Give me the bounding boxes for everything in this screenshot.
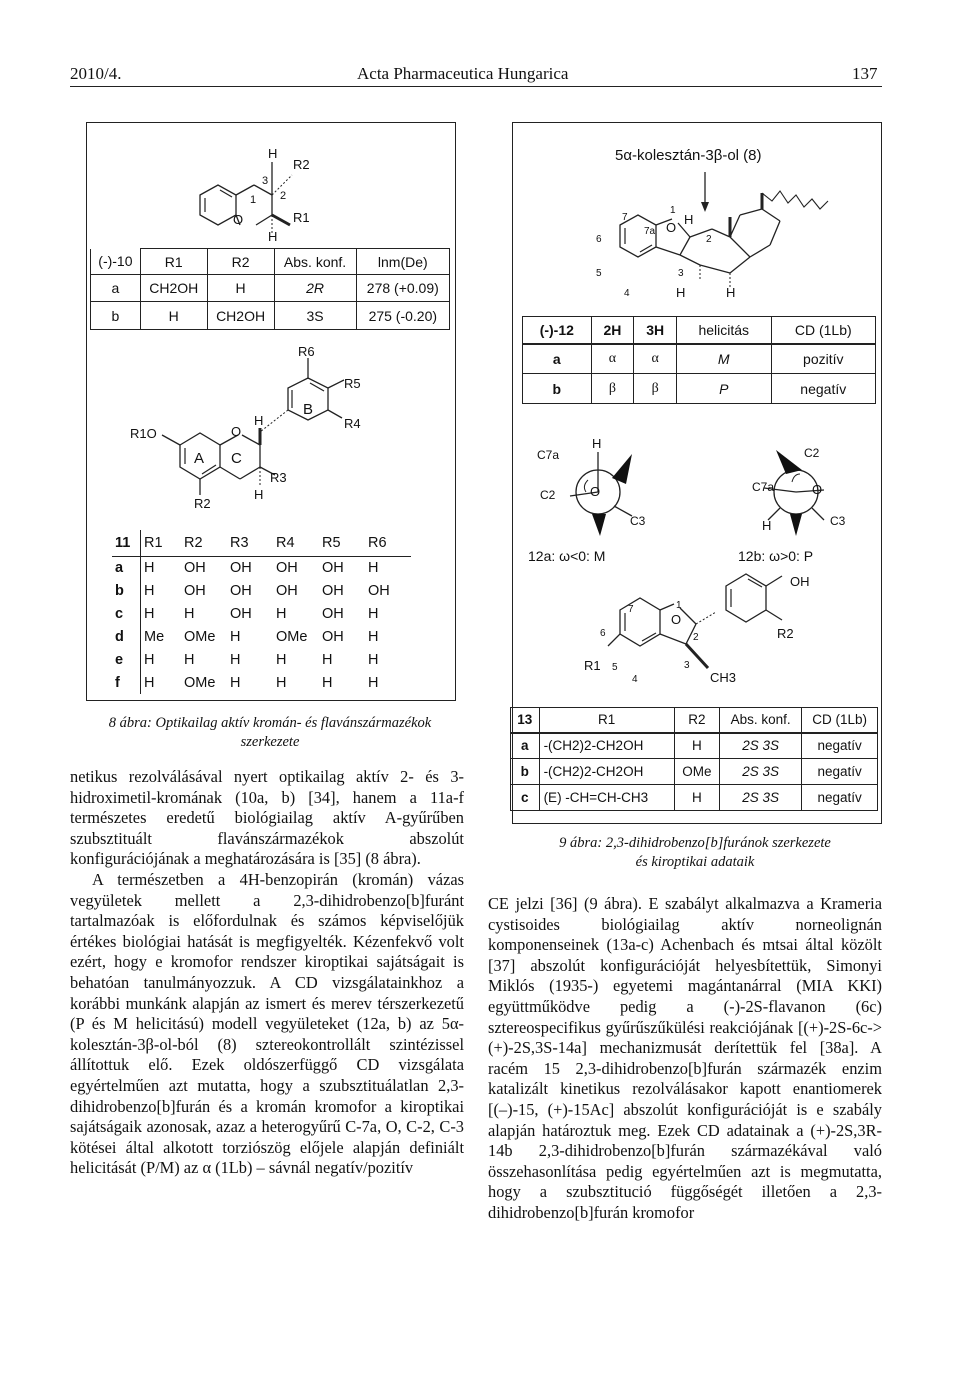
table13-cell: H (674, 785, 719, 811)
table11-cell: OH (322, 559, 344, 576)
label-h4: H (726, 285, 736, 300)
table11-cell: H (276, 651, 287, 668)
table12-cell: P (676, 374, 771, 404)
table-10 (90, 248, 450, 330)
table11-cell: OH (230, 559, 252, 576)
label-ring-a: A (194, 450, 205, 467)
newman-b-c2: C2 (804, 446, 820, 460)
caption-label: 8 ábra: (108, 715, 152, 731)
cholestanol-title: 5α-kolesztán-3β-ol (8) (615, 147, 762, 164)
paragraph: netikus rezolválásával nyert optikailag aktív 2- és 3-hidroximetil-kromának (10a, b) [34], hanem a 11a-f természetes eredetű biológiailag aktív A-gyűrűben szubsztituált flavánszármazékok abszolút konfigurációjának a meghatározására is [35] (8 ábra). (70, 767, 464, 869)
label-r5: R5 (344, 376, 361, 391)
table11-cell: OH (276, 582, 298, 599)
label-r1o: R1O (130, 426, 157, 441)
table10-cell: H (140, 302, 207, 330)
figure-9-caption (510, 834, 880, 872)
table13-cell: 2S 3S (720, 733, 802, 759)
table11-cell: H (368, 674, 379, 691)
table11-cell: OH (368, 582, 390, 599)
label-pos2: 2 (280, 190, 287, 202)
caption-label: 9 ábra: (559, 835, 603, 851)
table10-cell: b (91, 302, 141, 330)
table-13 (510, 707, 878, 811)
newman-b-c3: C3 (830, 514, 846, 528)
table11-cell: OH (322, 628, 344, 645)
table10-cell: 3S (274, 302, 356, 330)
table11-cell: H (322, 651, 333, 668)
label-pos6: 6 (596, 234, 602, 245)
label-pos3: 3 (262, 175, 269, 187)
table10-cell: 275 (-0.20) (356, 302, 449, 330)
label-pos5: 5 (596, 268, 602, 279)
newman-a-caption: 12a: ω<0: M (528, 548, 606, 564)
newman-a-c7a: C7a (537, 448, 560, 462)
label-pos1: 1 (670, 205, 676, 216)
table11-head: R3 (230, 534, 249, 551)
label-o: O (666, 220, 677, 235)
table11-cell: OH (230, 582, 252, 599)
table11-cell: H (230, 674, 241, 691)
table11-cell: H (368, 651, 379, 668)
table11-head: R1 (144, 534, 163, 551)
header-page-number: 137 (852, 64, 878, 83)
table10-head-3: Abs. konf. (274, 249, 356, 275)
table11-cell: b (112, 579, 141, 602)
table13-cell: negatív (802, 733, 878, 759)
table11-cell: OMe (184, 674, 216, 691)
label-pos1: 1 (250, 194, 257, 206)
label-r1: R1 (293, 210, 310, 225)
label-r2: R2 (777, 626, 794, 641)
table11-cell: H (144, 582, 155, 599)
header-journal: Acta Pharmaceutica Hungarica (357, 64, 569, 83)
table11-cell: OH (322, 605, 344, 622)
table11-cell: H (368, 559, 379, 576)
table10-cell: CH2OH (140, 275, 207, 302)
table13-head: Abs. konf. (720, 708, 802, 733)
label-pos2: 2 (706, 234, 712, 245)
table11-cell: H (368, 605, 379, 622)
table10-cell: H (207, 275, 274, 302)
table10-cell: CH2OH (207, 302, 274, 330)
table12-head: 2H (591, 317, 634, 344)
table11-cell: OMe (184, 628, 216, 645)
table10-head-2: R2 (207, 249, 274, 275)
newman-a-o: O (590, 484, 601, 499)
label-pos7: 7 (622, 212, 628, 223)
label-pos2: 2 (693, 632, 699, 643)
table11-cell: f (112, 671, 141, 694)
table11-cell: H (184, 605, 195, 622)
label-o: O (231, 424, 242, 439)
label-ring-b: B (303, 401, 314, 418)
table11-cell: H (144, 605, 155, 622)
table12-cell: α (591, 344, 634, 374)
table12-cell: a (523, 344, 592, 374)
caption-line-2: és kiroptikai adataik (635, 854, 755, 870)
newman-b-c7a: C7a (752, 480, 775, 494)
label-h3: H (676, 285, 686, 300)
table12-cell: β (591, 374, 634, 404)
table12-cell: b (523, 374, 592, 404)
table13-cell: (E) -CH=CH-CH3 (539, 785, 674, 811)
label-h2: H (268, 229, 278, 244)
label-r2: R2 (194, 496, 211, 511)
table11-cell: OH (276, 559, 298, 576)
table10-head-0: (-)-10 (91, 249, 141, 275)
table11-cell: a (112, 556, 141, 579)
table12-cell: negatív (771, 374, 875, 404)
caption-line-1: 2,3-dihidrobenzo[b]furánok szerkezete (605, 835, 831, 851)
label-pos7a: 7a (644, 226, 656, 237)
table11-cell: OH (322, 582, 344, 599)
table11-cell: H (230, 628, 241, 645)
label-r1: R1 (584, 658, 601, 673)
table11-head: R2 (184, 534, 203, 551)
table11-cell: e (112, 648, 141, 671)
label-pos4: 4 (632, 674, 638, 685)
label-pos4: 4 (624, 288, 630, 299)
table13-head: CD (1Lb) (802, 708, 878, 733)
label-r4: R4 (344, 416, 361, 431)
table11-head: R5 (322, 534, 341, 551)
table13-head: R2 (674, 708, 719, 733)
table12-head: helicitás (676, 317, 771, 344)
paragraph: A természetben a 4H-benzopirán (kromán) vázas vegyületek mellett a 2,3-dihidrobenzo[b]furánt tartalmazóak is előfordulnak és számos képviselőjük értékes biológiai hatását is megfigyelték. Kézenfekvő volt ezért, hogy e kromofor rendszer kiroptikai sajátságait is behatóan tanulmányozzuk. A CD vizsgálatainkhoz a korábbi munkánk alapján az ismert és merev térszerkezetű (P és M helicitású) modell vegyületeket (12a, b) az 5α-kolesztán-3β-ol-ból (8) sztereokontrollált szintézissel állítottuk elő. Ezek oldószerfüggő CD vizsgálata egyértelműen azt mutatta, hogy a szubsztituálatlan 2,3-dihidrobenzo[b]furán és a kromán kromofor a kiroptikai sajátságaik azonosak, azaz a heterogyűrű C-7a, O, C-2, C-3 kötései által alkotott torziószög előjele alapján definiált helicitását (P/M) az α (1Lb) – sávnál negatív/pozitív (70, 869, 464, 1178)
table11-cell: OH (230, 605, 252, 622)
label-pos1: 1 (676, 600, 682, 611)
table11-cell: c (112, 602, 141, 625)
newman-b-h: H (762, 518, 772, 533)
label-ch3: CH3 (710, 670, 737, 685)
table13-cell: a (511, 733, 540, 759)
label-r2: R2 (293, 157, 310, 172)
newman-projection-12b (740, 440, 860, 550)
header-issue: 2010/4. (70, 64, 122, 83)
label-r3: R3 (270, 470, 287, 485)
newman-a-c2: C2 (540, 488, 556, 502)
table13-cell: negatív (802, 759, 878, 785)
table11-cell: H (144, 674, 155, 691)
table10-cell: a (91, 275, 141, 302)
table13-cell: c (511, 785, 540, 811)
table11-cell: H (276, 674, 287, 691)
label-o: O (233, 212, 244, 227)
table13-cell: b (511, 759, 540, 785)
table12-cell: M (676, 344, 771, 374)
header-rule (70, 86, 882, 87)
table13-head: R1 (539, 708, 674, 733)
table13-head: 13 (511, 708, 540, 733)
table11-cell: d (112, 625, 141, 648)
newman-b-caption: 12b: ω>0: P (738, 548, 814, 564)
table-12 (522, 316, 876, 404)
table11-cell: H (230, 651, 241, 668)
label-ring-c: C (231, 450, 242, 467)
left-column-text (70, 767, 464, 1179)
table12-cell: pozitív (771, 344, 875, 374)
label-h2: H (254, 487, 264, 502)
label-pos3: 3 (684, 660, 690, 671)
figure-8-caption (80, 714, 460, 752)
table11-head: R6 (368, 534, 387, 551)
label-o: O (671, 612, 682, 627)
table10-head-1: R1 (140, 249, 207, 275)
newman-a-h: H (592, 436, 602, 451)
table12-head: (-)-12 (523, 317, 592, 344)
table-11 (112, 530, 411, 694)
label-pos5: 5 (612, 662, 618, 673)
table11-head: R4 (276, 534, 295, 551)
table11-cell: OH (184, 582, 206, 599)
table11-cell: Me (144, 628, 165, 645)
right-column-text (488, 894, 882, 1224)
steroid-benzofuran-structure (590, 195, 830, 295)
table11-cell: OMe (276, 628, 308, 645)
table13-cell: -(CH2)2-CH2OH (539, 759, 674, 785)
newman-b-o: O (812, 482, 823, 497)
label-oh: OH (790, 574, 810, 589)
table13-cell: negatív (802, 785, 878, 811)
caption-text: Optikailag aktív kromán- és flavánszármazékok szerkezete (155, 715, 432, 750)
label-pos3: 3 (678, 268, 684, 279)
table13-cell: 2S 3S (720, 785, 802, 811)
table11-cell: H (368, 628, 379, 645)
table10-cell: 2R (274, 275, 356, 302)
table11-cell: H (276, 605, 287, 622)
table11-cell: H (144, 651, 155, 668)
label-h: H (254, 413, 264, 428)
newman-a-c3: C3 (630, 514, 646, 528)
label-pos7: 7 (628, 604, 634, 615)
table11-cell: H (322, 674, 333, 691)
table11-cell: H (184, 651, 195, 668)
table13-cell: -(CH2)2-CH2OH (539, 733, 674, 759)
table12-cell: β (634, 374, 677, 404)
table11-head: 11 (112, 530, 141, 556)
label-h: H (268, 146, 278, 161)
table13-cell: 2S 3S (720, 759, 802, 785)
table12-cell: α (634, 344, 677, 374)
label-r6: R6 (298, 344, 315, 359)
flavan-structure (120, 350, 380, 510)
table12-head: CD (1Lb) (771, 317, 875, 344)
table11-cell: OH (184, 559, 206, 576)
table11-cell: H (144, 559, 155, 576)
label-h1: H (684, 212, 694, 227)
table13-cell: H (674, 733, 719, 759)
table10-head-4: lnm(De) (356, 249, 449, 275)
table13-cell: OMe (674, 759, 719, 785)
table12-head: 3H (634, 317, 677, 344)
label-pos6: 6 (600, 628, 606, 639)
paragraph: CE jelzi [36] (9 ábra). E szabályt alkalmazva a Krameria cystisoides biológiailag aktív norneolignán komponenseinek (13a-c) Achenbach és mtsai által közölt [37] abszolút konfigurációját helyesbítettük, Simonyi Miklós (1935-) egyetemi magántanárral (MIA KKI) együttműködve pedig a (-)-2S-flavanon (6c) sztereospecifikus gyűrűszűkülési reakciójának [(+)-2S-6c-> (+)-2S,3S-14a] mechanizmusát derítettük fel [38a]. A racém 15 2,3-dihidrobenzo[b]furán származék enzim katalizált kinetikus rezolválásakor kapott enantiomerek [(–)-15, (+)-15Ac] abszolút konfigurációját is e szabály alapján határoztuk meg. Ezek CD adatainak a (+)-2S,3R-14b 2,3-dihidrobenzo[b]furán származékával való összehasonlítása pedig egyértelműen azt is megmutatta, hogy a szubsztitució függőségét illetően a 2,3-dihidrobenzo[b]furán kromofor (488, 894, 882, 1222)
table10-cell: 278 (+0.09) (356, 275, 449, 302)
